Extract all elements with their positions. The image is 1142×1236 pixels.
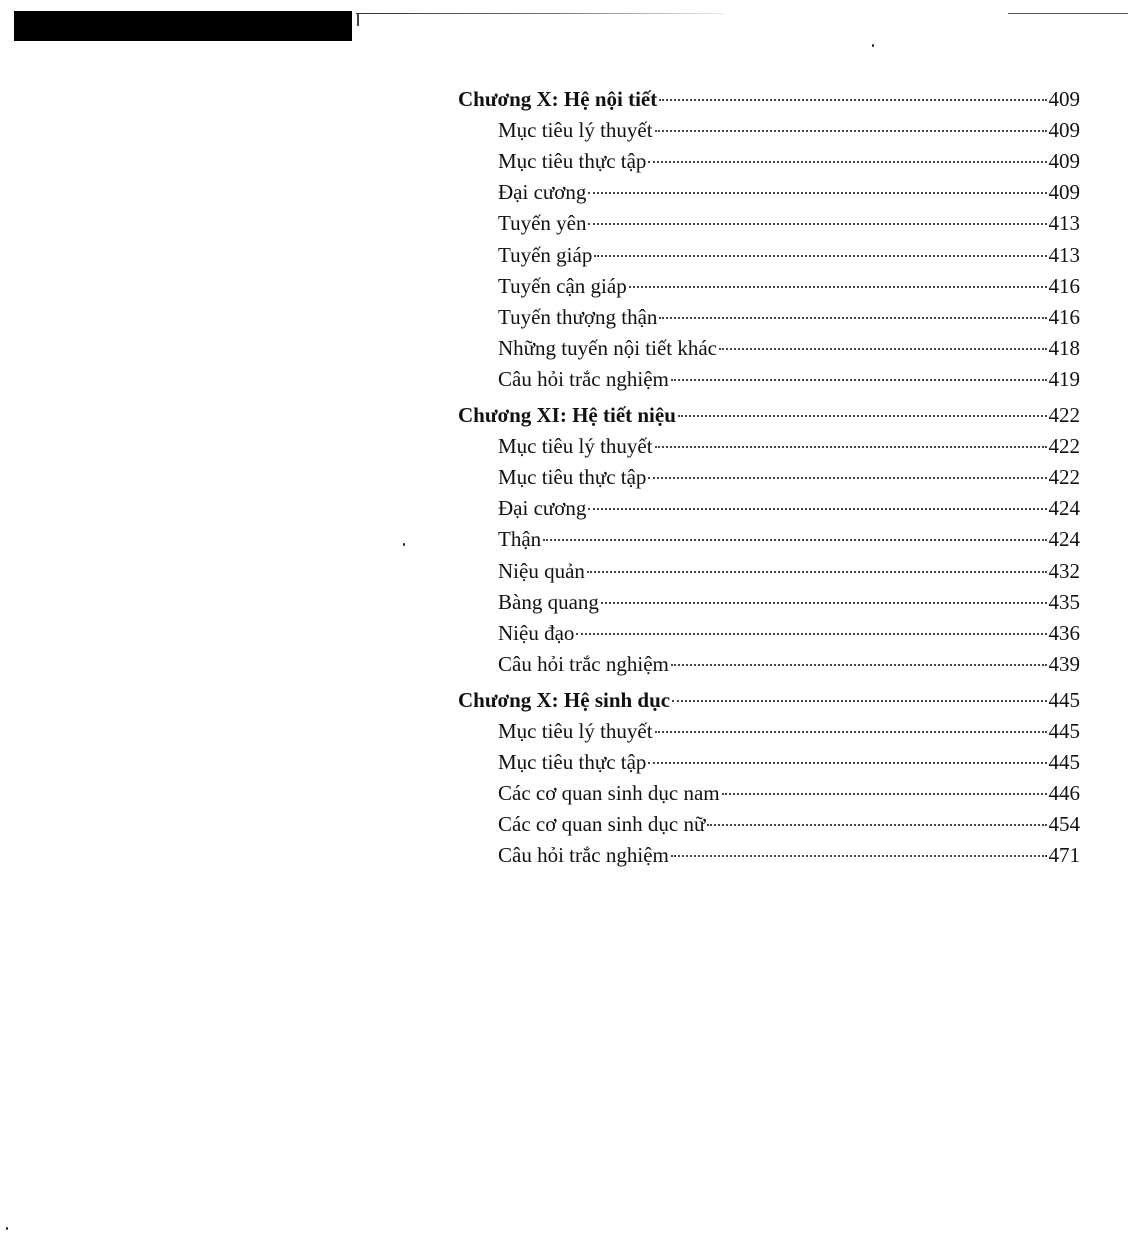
dot-leader <box>588 223 1046 225</box>
toc-entry-title: Tuyến giáp <box>498 242 593 267</box>
dot-leader <box>588 192 1046 194</box>
toc-entry-title: Đại cương <box>498 496 587 521</box>
toc-chapter-entry <box>458 84 1080 114</box>
toc-entry-page-number: 445 <box>1048 719 1080 743</box>
dot-leader <box>659 317 1046 319</box>
dot-leader <box>655 130 1047 132</box>
toc-section-entry <box>498 208 1080 238</box>
scan-speck <box>872 44 874 47</box>
toc-section-entry <box>498 840 1080 870</box>
toc-entry-title: Thận <box>498 527 542 552</box>
toc-entry-title: Các cơ quan sinh dục nam <box>498 781 720 806</box>
toc-entry-page-number: 424 <box>1048 496 1080 521</box>
toc-chapter-entry <box>458 400 1080 430</box>
toc-entry-page-number: 409 <box>1048 87 1080 111</box>
toc-entry-title: Tuyến yên <box>498 211 587 236</box>
toc-section-entry <box>498 809 1080 839</box>
toc-section-entry <box>498 462 1080 492</box>
dot-leader <box>648 477 1046 479</box>
toc-entry-page-number: 439 <box>1048 651 1080 676</box>
toc-section-entry <box>498 618 1080 648</box>
dot-leader <box>722 793 1047 795</box>
toc-section-entry <box>498 524 1080 554</box>
toc-entry-page-number: 445 <box>1048 687 1080 712</box>
toc-entry-page-number: 416 <box>1048 273 1080 298</box>
toc-entry-title: Những tuyến nội tiết khác <box>498 335 718 360</box>
toc-entry-page-number: 435 <box>1048 589 1080 614</box>
dot-leader <box>719 348 1046 350</box>
toc-section-entry <box>498 649 1080 679</box>
toc-entry-title: Mục tiêu thực tập <box>498 465 647 490</box>
dot-leader <box>655 731 1047 733</box>
toc-entry-title: Tuyến cận giáp <box>498 273 627 298</box>
header-black-bar <box>14 11 352 41</box>
toc-entry-page-number: 416 <box>1048 304 1080 329</box>
dot-leader <box>629 286 1047 288</box>
toc-entry-page-number: 419 <box>1048 366 1080 391</box>
toc-entry-page-number: 422 <box>1048 403 1080 427</box>
scan-speck <box>403 543 405 546</box>
toc-entry-page-number: 418 <box>1048 335 1080 360</box>
toc-section-entry <box>498 778 1080 808</box>
dot-leader <box>588 508 1046 510</box>
dot-leader <box>543 539 1046 541</box>
dot-leader <box>648 161 1046 163</box>
toc-section-entry <box>498 747 1080 777</box>
toc-entry-title: Câu hỏi trắc nghiệm <box>498 366 669 391</box>
toc-entry-page-number: 424 <box>1048 527 1080 552</box>
toc-entry-title: Mục tiêu lý thuyết <box>498 118 653 143</box>
dot-leader <box>587 571 1047 573</box>
toc-entry-page-number: 445 <box>1048 750 1080 775</box>
toc-entry-page-number: 454 <box>1048 812 1080 837</box>
toc-chapter-entry <box>458 685 1080 715</box>
dot-leader <box>707 824 1046 826</box>
toc-section-entry <box>498 716 1080 746</box>
toc-section-entry <box>498 271 1080 301</box>
toc-entry-page-number: 471 <box>1048 843 1080 868</box>
toc-entry-page-number: 432 <box>1048 558 1080 583</box>
dot-leader <box>671 855 1047 857</box>
toc-entry-title: Câu hỏi trắc nghiệm <box>498 651 669 676</box>
toc-entry-title: Bàng quang <box>498 589 599 614</box>
toc-entry-page-number: 413 <box>1048 211 1080 236</box>
toc-section-entry <box>498 493 1080 523</box>
toc-entry-title: Mục tiêu lý thuyết <box>498 434 653 459</box>
toc-entry-page-number: 422 <box>1048 465 1080 490</box>
toc-section-entry <box>498 146 1080 176</box>
toc-entry-page-number: 422 <box>1048 434 1080 459</box>
dot-leader <box>659 99 1046 101</box>
toc-entry-page-number: 436 <box>1048 620 1080 645</box>
toc-entry-title: Chương X: Hệ nội tiết <box>458 87 658 111</box>
toc-entry-title: Đại cương <box>498 180 587 205</box>
toc-section-entry <box>498 587 1080 617</box>
toc-entry-title: Câu hỏi trắc nghiệm <box>498 843 669 868</box>
toc-section-entry <box>498 240 1080 270</box>
dot-leader <box>576 633 1046 635</box>
dot-leader <box>655 446 1047 448</box>
toc-entry-title: Tuyến thượng thận <box>498 304 658 329</box>
dot-leader <box>671 664 1047 666</box>
toc-entry-page-number: 409 <box>1048 149 1080 174</box>
toc-entry-title: Chương XI: Hệ tiết niệu <box>458 403 676 427</box>
header-tick-mark <box>357 14 359 26</box>
toc-entry-title: Mục tiêu lý thuyết <box>498 719 653 743</box>
toc-section-entry <box>498 177 1080 207</box>
dot-leader <box>671 379 1047 381</box>
dot-leader <box>601 602 1047 604</box>
dot-leader <box>672 700 1046 702</box>
toc-entry-page-number: 413 <box>1048 242 1080 267</box>
dot-leader <box>594 255 1046 257</box>
toc-section-entry <box>498 431 1080 461</box>
scan-speck <box>6 1227 8 1230</box>
toc-entry-title: Chương X: Hệ sinh dục <box>458 687 671 712</box>
toc-section-entry <box>498 556 1080 586</box>
dot-leader <box>648 762 1046 764</box>
toc-entry-page-number: 409 <box>1048 118 1080 143</box>
dot-leader <box>678 415 1047 417</box>
toc-section-entry <box>498 115 1080 145</box>
toc-section-entry <box>498 302 1080 332</box>
toc-entry-page-number: 409 <box>1048 180 1080 205</box>
toc-entry-title: Mục tiêu thực tập <box>498 149 647 174</box>
toc-entry-title: Mục tiêu thực tập <box>498 750 647 775</box>
header-rule-right <box>1008 13 1128 14</box>
toc-entry-title: Niệu quản <box>498 558 585 583</box>
toc-section-entry <box>498 333 1080 363</box>
toc-entry-title: Niệu đạo <box>498 620 575 645</box>
toc-entry-page-number: 446 <box>1048 781 1080 806</box>
header-rule-left <box>356 13 724 14</box>
toc-entry-title: Các cơ quan sinh dục nữ <box>498 812 706 837</box>
toc-section-entry <box>498 364 1080 394</box>
